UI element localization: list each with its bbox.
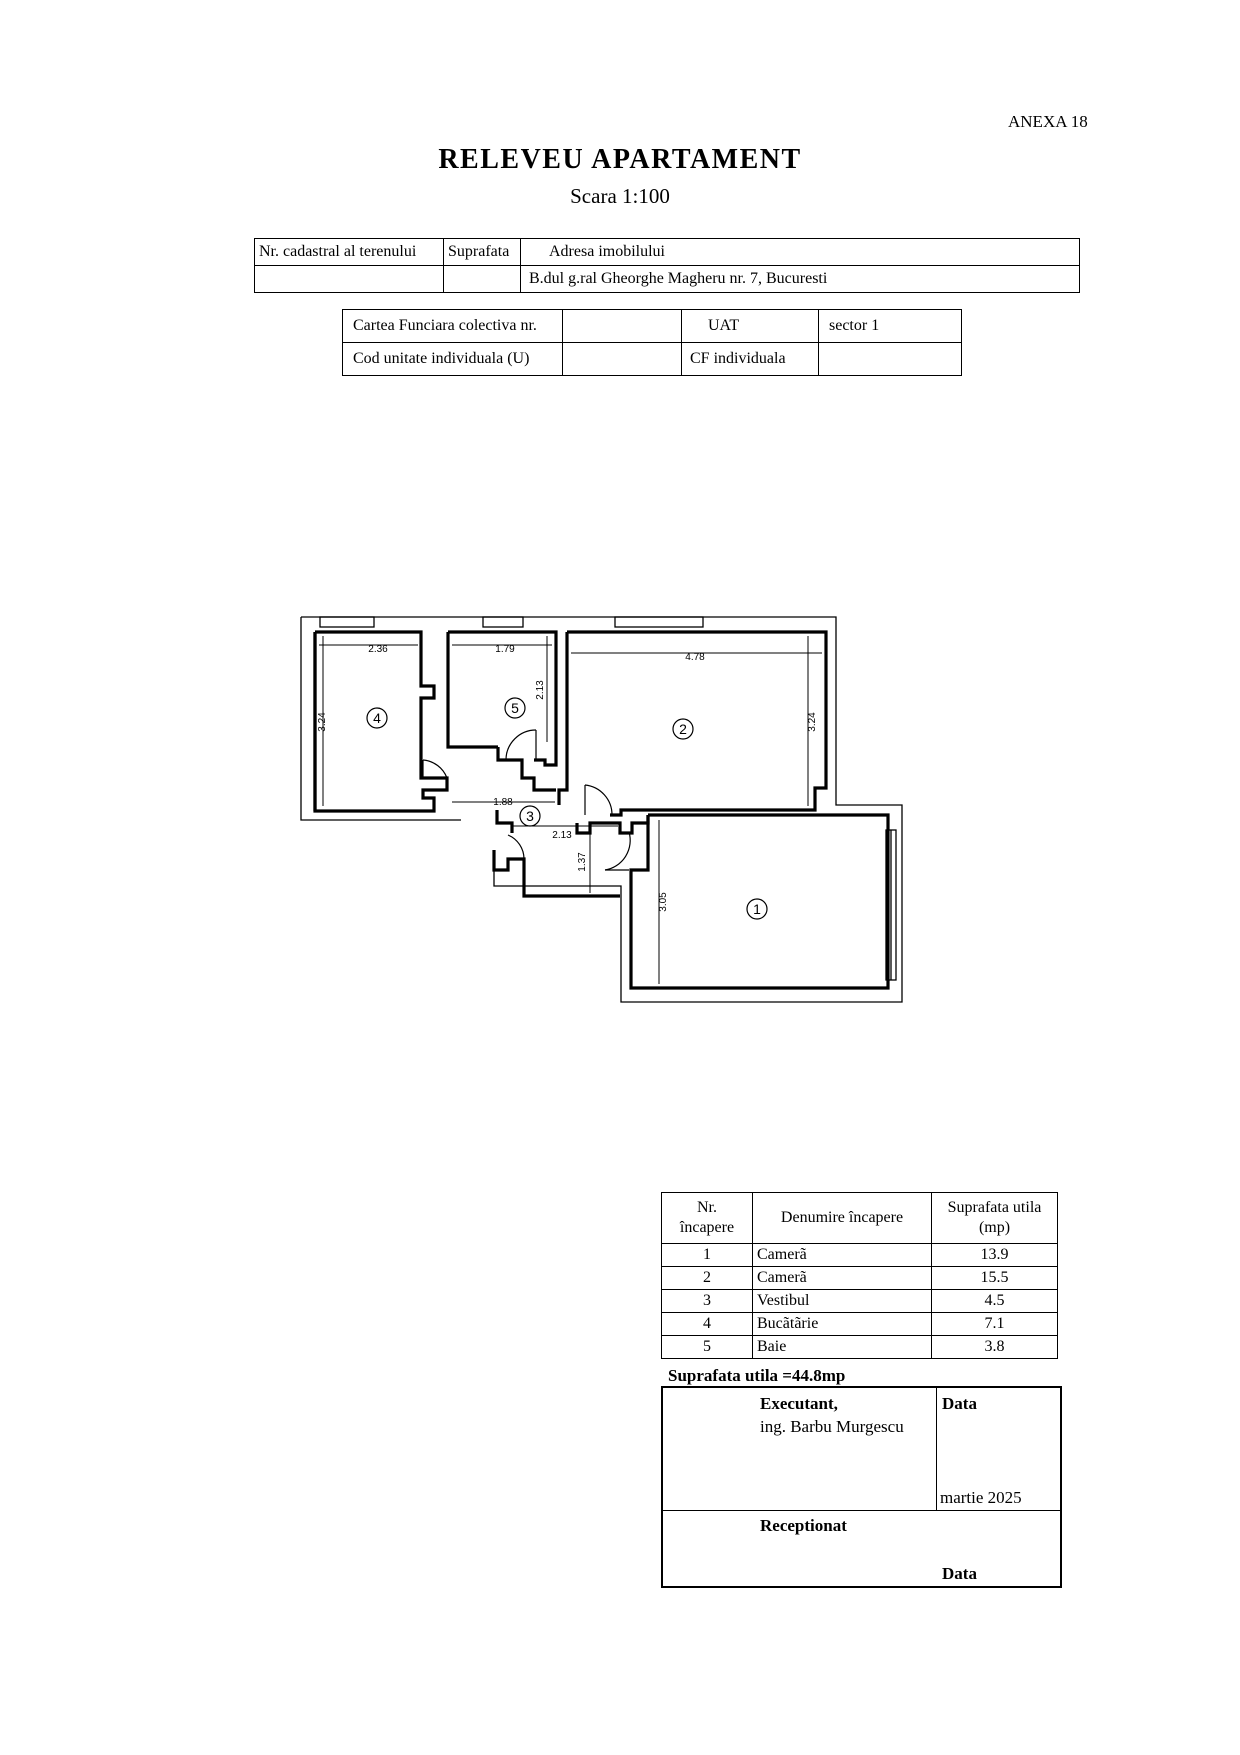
door-room1	[605, 832, 630, 870]
room-area: 3.8	[932, 1336, 1058, 1359]
rooms-header-area: Suprafata utila (mp)	[932, 1193, 1058, 1244]
uat-value: sector 1	[819, 310, 962, 343]
door-room2	[585, 785, 612, 815]
dim-room3-width: 2.13	[552, 830, 572, 841]
room-number-5: 5	[511, 700, 519, 716]
room-name: Bucãtãrie	[753, 1313, 932, 1336]
dim-room4-height: 3.24	[317, 712, 328, 732]
rooms-header-nr: Nr. încapere	[662, 1193, 753, 1244]
room-nr: 2	[662, 1267, 753, 1290]
rooms-table	[661, 1192, 1058, 1359]
address-header: Adresa imobilului	[521, 239, 1080, 266]
table-row	[662, 1267, 1058, 1290]
hall-wall	[497, 810, 512, 833]
window-room2	[615, 617, 703, 627]
dim-hall-top: 1.88	[493, 797, 513, 808]
hall-wall-c	[577, 815, 648, 833]
area-header: Suprafata	[444, 239, 521, 266]
cf-individual-label: CF individuala	[682, 343, 819, 376]
address-value: B.dul g.ral Gheorghe Magheru nr. 7, Bucuresti	[521, 266, 1080, 293]
room-number-4: 4	[373, 710, 381, 726]
window-room5	[483, 617, 523, 627]
table-row	[662, 1336, 1058, 1359]
dim-room2-height: 3.24	[807, 712, 818, 732]
room4-wall	[315, 632, 447, 811]
date-value: martie 2025	[940, 1488, 1022, 1507]
room-area: 13.9	[932, 1244, 1058, 1267]
door-room5	[506, 730, 536, 760]
unit-code-label: Cod unitate individuala (U)	[343, 343, 563, 376]
table-row	[662, 1290, 1058, 1313]
scale-label: Scara 1:100	[570, 184, 670, 208]
room-number-1: 1	[753, 901, 761, 917]
room-number-2: 2	[679, 721, 687, 737]
room-name: Vestibul	[753, 1290, 932, 1313]
received-date-label: Data	[942, 1564, 977, 1583]
room-number-3: 3	[526, 808, 534, 824]
dim-room4-width: 2.36	[368, 644, 388, 655]
total-area: Suprafata utila =44.8mp	[668, 1366, 846, 1385]
room-nr: 3	[662, 1290, 753, 1313]
table-row	[662, 1313, 1058, 1336]
cf-collective-label: Cartea Funciara colectiva nr.	[343, 310, 563, 343]
dim-room1-height: 3.05	[658, 892, 669, 912]
room-name: Camerã	[753, 1244, 932, 1267]
executant-label: Executant,	[760, 1394, 838, 1413]
dim-room2-width: 4.78	[685, 652, 705, 663]
executant-name: ing. Barbu Murgescu	[760, 1417, 904, 1436]
hall-wall-b	[494, 850, 620, 896]
annex-label: ANEXA 18	[1008, 112, 1088, 131]
room-area: 15.5	[932, 1267, 1058, 1290]
date-label: Data	[942, 1394, 977, 1413]
room-nr: 5	[662, 1336, 753, 1359]
table-row	[662, 1244, 1058, 1267]
received-label: Receptionat	[760, 1516, 847, 1535]
partition-4-5	[448, 632, 498, 747]
dim-room5-width: 1.79	[495, 644, 515, 655]
room-area: 4.5	[932, 1290, 1058, 1313]
room-name: Camerã	[753, 1267, 932, 1290]
door-room4	[423, 760, 447, 778]
room-area: 7.1	[932, 1313, 1058, 1336]
room-nr: 1	[662, 1244, 753, 1267]
dim-room3-height: 1.37	[577, 852, 588, 872]
signature-block	[661, 1386, 1062, 1588]
rooms-header-name: Denumire încapere	[753, 1193, 932, 1244]
cadastral-header: Nr. cadastral al terenului	[255, 239, 444, 266]
room2-wall-left	[559, 632, 567, 805]
room-nr: 4	[662, 1313, 753, 1336]
uat-label: UAT	[682, 310, 819, 343]
door-hall	[508, 835, 524, 859]
page-title: RELEVEU APARTAMENT	[438, 144, 802, 175]
window-room4	[320, 617, 374, 627]
dim-room5-height: 2.13	[535, 680, 546, 700]
room-name: Baie	[753, 1336, 932, 1359]
